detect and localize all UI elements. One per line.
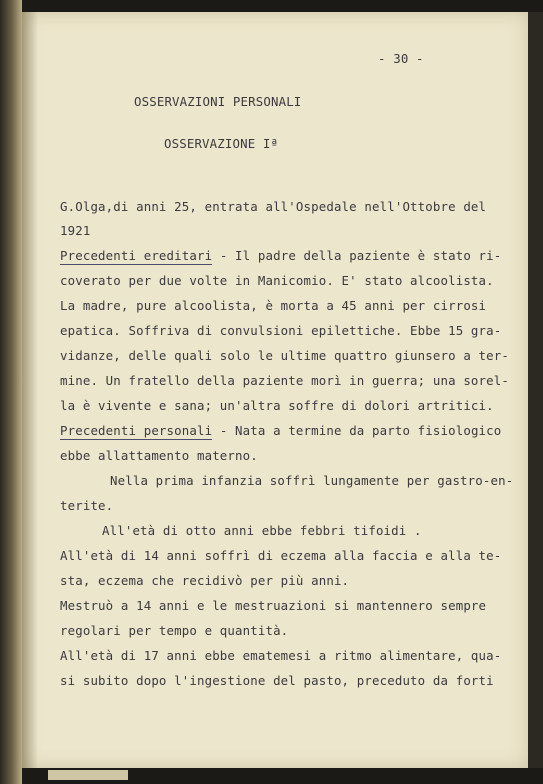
text-line-8: mine. Un fratello della paziente morì in guerra; una sorel- [60, 373, 509, 388]
text-line-10: Precedenti personali - Nata a termine da parto fisiologico [60, 423, 502, 438]
text-line-20: si subito dopo l'ingestione del pasto, preceduto da forti [60, 673, 494, 688]
personal-history-label: Precedenti personali [60, 423, 213, 438]
text-line-19: All'età di 17 anni ebbe ematemesi a ritmo alimentare, qua- [60, 648, 502, 663]
page-number: - 30 - [378, 51, 424, 66]
book-binding [0, 0, 22, 784]
text-line-16: sta, eczema che recidivò per più anni. [60, 573, 350, 588]
text-line-2: 1921 [60, 223, 91, 238]
text-line-11: ebbe allattamento materno. [60, 448, 258, 463]
text-line-3: Precedenti ereditari - Il padre della paziente è stato ri- [60, 248, 502, 263]
text-line-15: All'età di 14 anni soffrì di eczema alla faccia e alla te- [60, 548, 502, 563]
text-line-18: regolari per tempo e quantità. [60, 623, 289, 638]
text-line-7: vidanze, delle quali solo le ultime quattro giunsero a ter- [60, 348, 509, 363]
text-line-9: la è vivente e sana; un'altra soffre di dolori artritici. [60, 398, 494, 413]
text-line-1: G.Olga,di anni 25, entrata all'Ospedale nell'Ottobre del [60, 199, 487, 214]
text-line-14: All'età di otto anni ebbe febbri tifoidi . [102, 523, 422, 538]
hereditary-history-label: Precedenti ereditari [60, 248, 213, 263]
text-line-5: La madre, pure alcoolista, è morta a 45 anni per cirrosi [60, 298, 487, 313]
typewritten-page [22, 12, 528, 768]
paper-tab [48, 770, 128, 780]
observation-title: OSSERVAZIONE Iª [164, 136, 279, 151]
text-line-6: epatica. Soffriva di convulsioni epilettiche. Ebbe 15 gra- [60, 323, 502, 338]
text-line-13: terite. [60, 498, 114, 513]
text-line-4: coverato per due volte in Manicomio. E' stato alcoolista. [60, 273, 494, 288]
text-line-17: Mestruò a 14 anni e le mestruazioni si mantennero sempre [60, 598, 487, 613]
right-edge [528, 12, 543, 768]
page-edge-shadow [22, 12, 38, 768]
section-heading: OSSERVAZIONI PERSONALI [134, 94, 302, 109]
text-line-12: Nella prima infanzia soffrì lungamente per gastro-en- [110, 473, 514, 488]
